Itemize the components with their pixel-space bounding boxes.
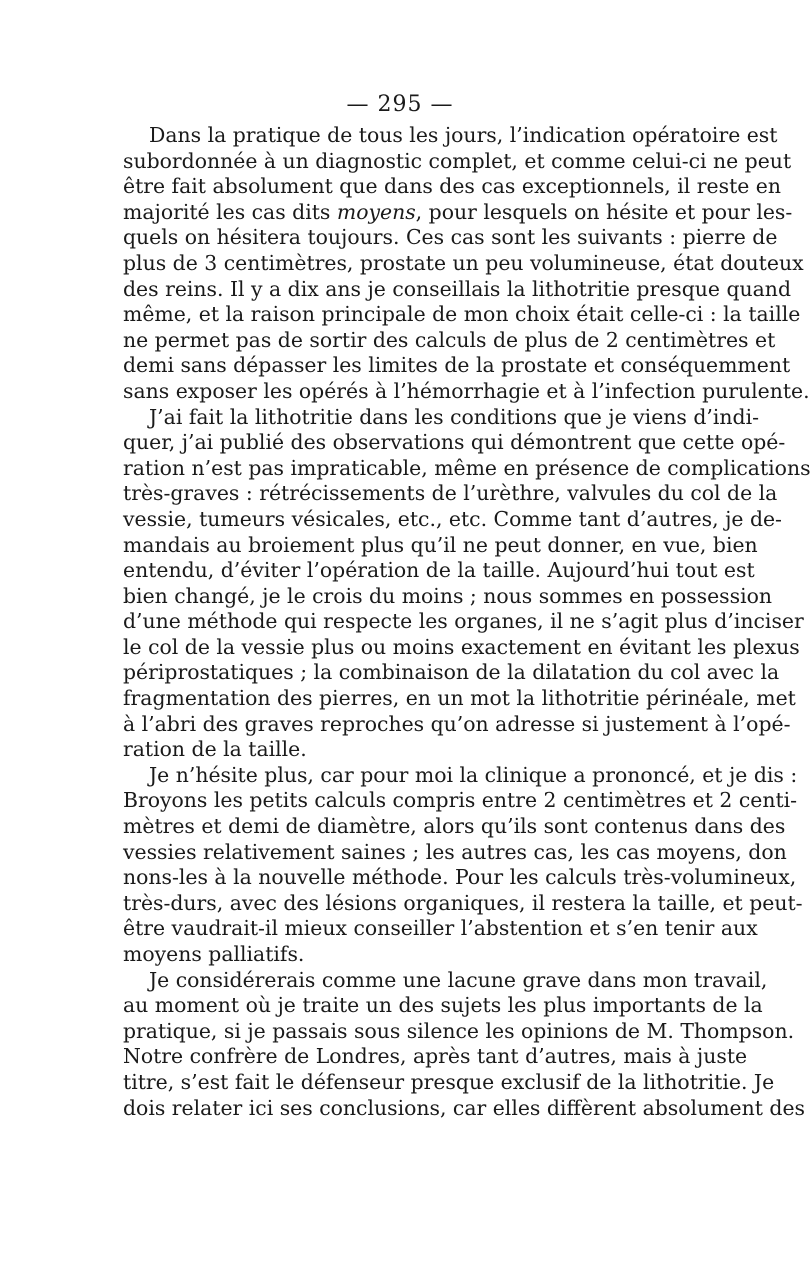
text-line: ne permet pas de sortir des calculs de plus de 2 centimètres et	[123, 327, 776, 352]
text-line: demi sans dépasser les limites de la prostate et conséquemment	[123, 353, 791, 378]
body-text	[123, 123, 811, 1121]
paragraph-2	[123, 404, 811, 763]
text-line: des reins. Il y a dix ans je conseillais la lithotritie presque quand	[123, 276, 791, 301]
text-line: mandais au broiement plus qu’il ne peut donner, en vue, bien	[123, 532, 758, 557]
text-line: Dans la pratique de tous les jours, l’indication opératoire est	[149, 123, 778, 147]
text-line: Je n’hésite plus, car pour moi la clinique a prononcé, et je dis :	[149, 762, 798, 787]
text-line: plus de 3 centimètres, prostate un peu volumineuse, état douteux	[123, 250, 804, 275]
text-line: titre, s’est fait le défenseur presque exclusif de la lithotritie. Je	[123, 1069, 775, 1094]
text-line: entendu, d’éviter l’opération de la taille. Aujourd’hui tout est	[123, 558, 755, 583]
text-line: être fait absolument que dans des cas exceptionnels, il reste en	[123, 174, 782, 199]
text-line: J’ai fait la lithotritie dans les conditions que je viens d’indi-	[149, 404, 759, 429]
text-line: Broyons les petits calculs compris entre 2 centimètres et 2 centi-	[123, 788, 798, 813]
text-line: d’une méthode qui respecte les organes, il ne s’agit plus d’inciser	[123, 609, 804, 634]
text-line: Je considérerais comme une lacune grave dans mon travail,	[149, 967, 768, 992]
text-line: vessies relativement saines ; les autres cas, les cas moyens, don	[123, 839, 787, 864]
text-line: vessie, tumeurs vésicales, etc., etc. Comme tant d’autres, je de-	[123, 506, 782, 531]
text-line: même, et la raison principale de mon choix était celle-ci : la taille	[123, 302, 801, 327]
text-line: sans exposer les opérés à l’hémorrhagie et à l’infection purulente.	[123, 378, 810, 403]
paragraph-3	[123, 762, 803, 968]
text-line: quer, j’ai publié des observations qui démontrent que cette opé-	[123, 430, 786, 455]
text-line: pratique, si je passais sous silence les opinions de M. Thompson.	[123, 1018, 795, 1043]
text-line: moyens palliatifs.	[123, 942, 305, 966]
text-line: ration de la taille.	[123, 737, 307, 762]
paragraph-4	[123, 967, 806, 1122]
paragraph-1	[123, 123, 810, 405]
text-line: à l’abri des graves reproches qu’on adresse si justement à l’opé-	[123, 711, 791, 736]
text-line: dois relater ici ses conclusions, car elles diffèrent absolument des	[123, 1095, 806, 1120]
text-line: très-durs, avec des lésions organiques, il restera la taille, et peut-	[123, 890, 803, 915]
text-line: très-graves : rétrécissements de l’urèthre, valvules du col de la	[123, 481, 778, 506]
text-line: être vaudrait-il mieux conseiller l’abstention et s’en tenir aux	[123, 916, 758, 941]
text-line: au moment où je traite un des sujets les plus importants de la	[123, 993, 763, 1018]
text-line: Notre confrère de Londres, après tant d’autres, mais à juste	[123, 1044, 748, 1069]
text-line: majorité les cas dits moyens, pour lesquels on hésite et pour les-	[123, 199, 793, 224]
text-line: fragmentation des pierres, en un mot la lithotritie périnéale, met	[123, 686, 796, 711]
text-line: subordonnée à un diagnostic complet, et comme celui-ci ne peut	[123, 148, 792, 173]
text-line: ration n’est pas impraticable, même en présence de complications	[123, 455, 811, 480]
text-line: mètres et demi de diamètre, alors qu’ils sont contenus dans des	[123, 814, 786, 839]
text-line: quels on hésitera toujours. Ces cas sont les suivants : pierre de	[123, 225, 778, 250]
text-line: bien changé, je le crois du moins ; nous sommes en possession	[123, 583, 773, 608]
text-line: le col de la vessie plus ou moins exactement en évitant les plexus	[123, 634, 800, 659]
text-line: nons-les à la nouvelle méthode. Pour les calculs très-volumineux,	[123, 865, 797, 890]
text-line: périprostatiques ; la combinaison de la dilatation du col avec la	[123, 660, 780, 685]
page-number: — 295 —	[346, 92, 454, 117]
